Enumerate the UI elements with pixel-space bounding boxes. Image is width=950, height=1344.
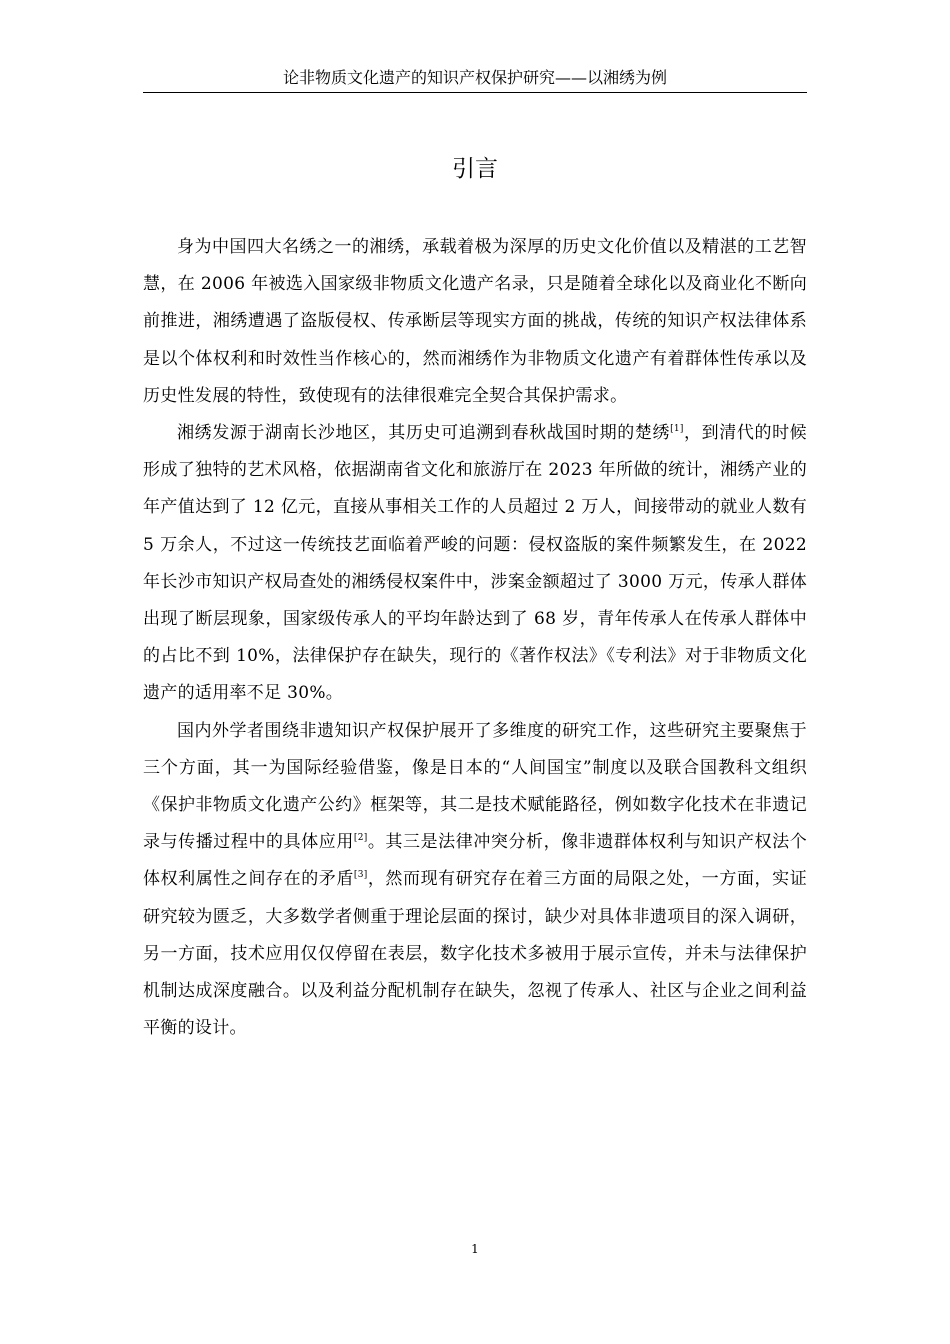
paragraph-3-text-part-3: ，然而现有研究存在着三方面的局限之处，一方面，实证研究较为匮乏，大多数学者侧重于理论层面的探讨，缺少对具体非遗项目的深入调研，另一方面，技术应用仅仅停留在表层，数字化技术多被用于展示宣传，并未与法律保护机制达成深度融合。以及利益分配机制存在缺失，忽视了传承人、社区与企业之间利益平衡的设计。	[143, 869, 807, 1039]
citation-ref-2[interactable]: [2]	[353, 833, 368, 844]
paragraph-1	[143, 229, 807, 415]
page-number: 1	[471, 1242, 479, 1256]
paragraph-3-text-part-2: 。其三是法律冲突分析，像非遗群体权利与知识产权法个体权利属性之间存在的矛盾	[143, 832, 807, 890]
citation-ref-3[interactable]: [3]	[353, 870, 368, 881]
running-header	[143, 66, 807, 93]
paragraph-2-text-part-2: ，到清代的时候形成了独特的艺术风格，依据湖南省文化和旅游厅在 2023 年所做的统计，湘绣产业的年产值达到了 12 亿元，直接从事相关工作的人员超过 2 万人，间接带动的就业人数有 5 万余人，不过这一传统技艺面临着严峻的问题：侵权盗版的案件频繁发生，在 2022 年长沙市知识产权局查处的湘绣侵权案件中，涉案金额超过了 3000 万元，传承人群体出现了断层现象，国家级传承人的平均年龄达到了 68 岁，青年传承人在传承人群体中的占比不到 10%，法律保护存在缺失，现行的《著作权法》《专利法》对于非物质文化遗产的适用率不足 30%。	[143, 423, 807, 704]
body-text	[143, 229, 807, 1047]
paragraph-1-text: 身为中国四大名绣之一的湘绣，承载着极为深厚的历史文化价值以及精湛的工艺智慧，在 2006 年被选入国家级非物质文化遗产名录，只是随着全球化以及商业化不断向前推进，湘绣遭遇了盗版侵权、传承断层等现实方面的挑战，传统的知识产权法律体系是以个体权利和时效性当作核心的，然而湘绣作为非物质文化遗产有着群体性传承以及历史性发展的特性，致使现有的法律很难完全契合其保护需求。	[143, 237, 807, 406]
paragraph-2-text-part-1: 湘绣发源于湖南长沙地区，其历史可追溯到春秋战国时期的楚绣	[177, 423, 671, 444]
paragraph-3	[143, 713, 807, 1048]
paragraph-3-text-part-1: 国内外学者围绕非遗知识产权保护展开了多维度的研究工作，这些研究主要聚焦于三个方面，其一为国际经验借鉴，像是日本的“人间国宝”制度以及联合国教科文组织《保护非物质文化遗产公约》框架等，其二是技术赋能路径，例如数字化技术在非遗记录与传播过程中的具体应用	[143, 720, 807, 853]
section-title: 引言	[452, 156, 498, 182]
citation-ref-1[interactable]: [1]	[670, 424, 684, 435]
running-header-title: 论非物质文化遗产的知识产权保护研究——以湘绣为例	[282, 68, 667, 87]
paragraph-2	[143, 415, 807, 713]
